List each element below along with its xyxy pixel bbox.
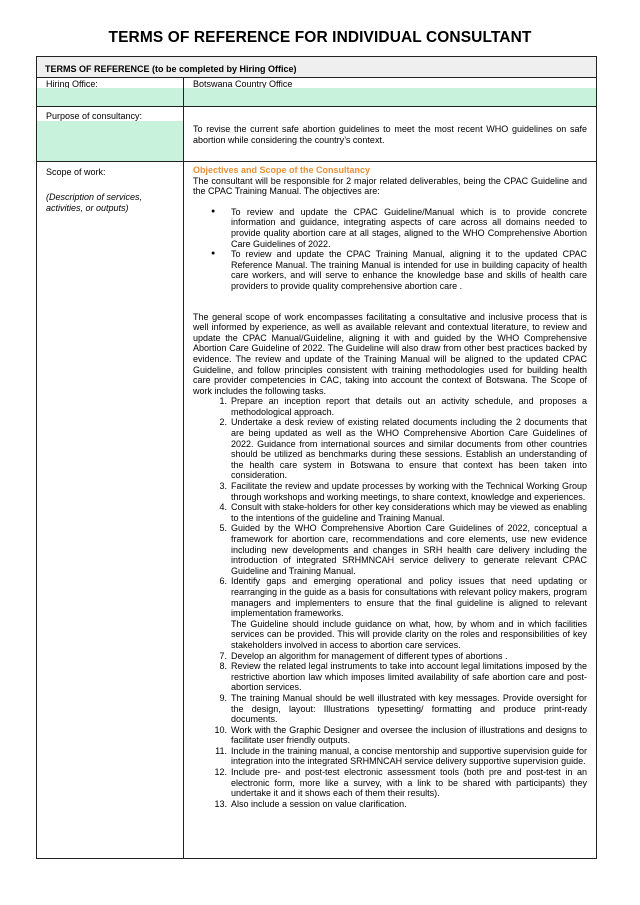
task-text: Consult with stake-holders for other key considerations which may be viewed as enabling to the intentions of the guideline and Training Manual. [231, 502, 587, 523]
task-number: 7. [219, 650, 227, 661]
task-text: Develop an algorithm for management of different types of abortions . [231, 650, 508, 661]
task-item [219, 523, 587, 576]
task-text: The Guideline should include guidance on what, how, by whom and in which facilities services can be provided. This will provide clarity on the roles and responsibilities of key stakeholders involved in access to abortion care services. [231, 618, 587, 650]
task-text: Also include a session on value clarification. [231, 798, 407, 809]
task-text: Include in the training manual, a concise mentorship and supportive supervision guide for integration into the integrated SRHMNCAH service delivery supportive supervision guide. [231, 745, 587, 767]
hiring-office-label: Hiring Office: [37, 78, 183, 88]
task-number: 9. [219, 692, 227, 703]
task-number: 6. [219, 576, 227, 587]
purpose-label-cell [37, 107, 184, 161]
task-text: Guided by the WHO Comprehensive Abortion Care Guidelines of 2022, conceptual a framework for abortion care, recommendations and core elements, use new evidence including new developments and changes in SRH health care delivery including the introduction of integrated SRHMNCAH service delivery to generate relevant CPAC Guideline and Training Manual. [231, 523, 587, 576]
task-number: 13. [214, 798, 227, 809]
task-number: 1. [219, 396, 227, 407]
task-number: 3. [219, 481, 227, 492]
hiring-office-value-cell [184, 78, 596, 106]
task-item [219, 417, 587, 481]
task-item [219, 576, 587, 619]
scope-label: Scope of work: [46, 167, 106, 177]
task-text: Facilitate the review and update processes by working with the Technical Working Group through workshops and working meetings, to share context, knowledge and experiences. [231, 481, 587, 502]
task-number: 2. [219, 417, 227, 428]
task-item [214, 767, 587, 799]
task-item [214, 798, 587, 810]
hiring-office-label-cell [37, 78, 184, 106]
task-text: The training Manual should be well illustrated with key messages. Provide oversight for the design, layout: Illustrations typesetting/ formatting and produce print-ready documents. [231, 692, 587, 725]
green-fill [37, 121, 183, 161]
purpose-value: To revise the current safe abortion guidelines to meet the most recent WHO guidelines on safe abortion while considering the country’s context. [193, 124, 587, 145]
task-text: Identify gaps and emerging operational and policy issues that need updating or rearranging in the guide as a basis for consultations with relevant policy makers, program managers and implementers to ensure that the final guideline is aligned to relevant implementation frameworks. [231, 576, 587, 619]
tasks-list [193, 396, 587, 809]
green-fill [37, 88, 183, 106]
task-item [215, 745, 587, 767]
task-text: Undertake a desk review of existing related documents including the 2 documents that are being updated as well as the WHO Comprehensive Abortion Care Guidelines of 2022. Guidance from international sources and similar documents from other countries should be utilized as benchmarks during these sessions. Establish an understanding of the health care system in Botswana to ensure that context has been taken into consideration. [231, 417, 587, 481]
table-header: TERMS OF REFERENCE (to be completed by Hiring Office) [37, 57, 596, 77]
scope-heading: Objectives and Scope of the Consultancy [193, 165, 371, 175]
task-number: 10. [214, 724, 227, 735]
task-text: Review the related legal instruments to take into account legal limitations imposed by the restrictive abortion law which imposes limited availability of safe abortion care and post-abortion services. [231, 661, 587, 693]
hiring-office-value: Botswana Country Office [184, 78, 596, 88]
task-text: Work with the Graphic Designer and oversee the inclusion of illustrations and designs to facilitate user friendly outputs. [231, 724, 587, 746]
task-number: 8. [219, 661, 227, 672]
scope-value-cell [184, 162, 596, 858]
scope-label-cell [37, 162, 184, 858]
task-item [219, 396, 587, 417]
terms-of-reference-table [36, 56, 597, 859]
scope-row [37, 161, 596, 858]
task-item [219, 502, 587, 523]
task-item-note [231, 619, 587, 651]
task-number: 11. [215, 745, 227, 756]
task-text: Prepare an inception report that details out an activity schedule, and proposes a methodological approach. [231, 396, 587, 417]
task-number: 5. [219, 523, 227, 534]
document-title: TERMS OF REFERENCE FOR INDIVIDUAL CONSULTANT [108, 29, 532, 46]
purpose-value-cell [184, 107, 596, 161]
task-number: 12. [214, 767, 227, 778]
objective-item: ● To review and update the CPAC Training Manual, aligning it to the updated CPAC Reference Manual. The training Manual is intended for use in building capacity of health care workers, and will serve to enhance the knowledge base and skills of health care providers to provide quality comprehensive abortion care . [231, 249, 587, 291]
objectives-list [193, 207, 587, 292]
purpose-row [37, 106, 596, 161]
scope-intro: The consultant will be responsible for 2 major related deliverables, being the CPAC Guideline and the CPAC Training Manual. The objectives are: [193, 175, 587, 197]
task-item [219, 692, 587, 725]
scope-label-note: (Description of services, activities, or outputs) [46, 192, 143, 213]
task-item [214, 724, 587, 746]
hiring-office-row [37, 77, 596, 106]
task-item [219, 650, 587, 662]
task-item [219, 481, 587, 502]
task-text: Include pre- and post-test electronic assessment tools (both pre and post-test in an electronic form, more like a survey, with a link to be shared with participants) they undertake it and it shows each of them their results). [231, 767, 587, 799]
green-fill [184, 88, 596, 106]
task-number: 4. [219, 502, 227, 513]
task-item [219, 661, 587, 693]
general-scope-paragraph: The general scope of work encompasses facilitating a consultative and inclusive process that is well informed by experience, as well as available relevant and contextual literature, to review and update the CPAC Manual/Guideline, aligning it with and guided by the WHO Comprehensive Abortion Care Guideline of 2022. The Guideline will also draw from other best practices backed by evidence. The review and update of the Training Manual will be aligned to the updated CPAC Guideline, and follow principles consistent with training methodologies used for building health care provider competencies in CAC, taking into account the context of Botswana. The Scope of work includes the following tasks. [193, 311, 587, 396]
objective-item: ● To review and update the CPAC Guideline/Manual which is to provide concrete information and guidance, integrating aspects of care across all domains needed to provide quality abortion care at all stages, aligned to the WHO Comprehensive Abortion Care Guidelines of 2022. [231, 207, 587, 249]
purpose-label: Purpose of consultancy: [37, 107, 183, 121]
